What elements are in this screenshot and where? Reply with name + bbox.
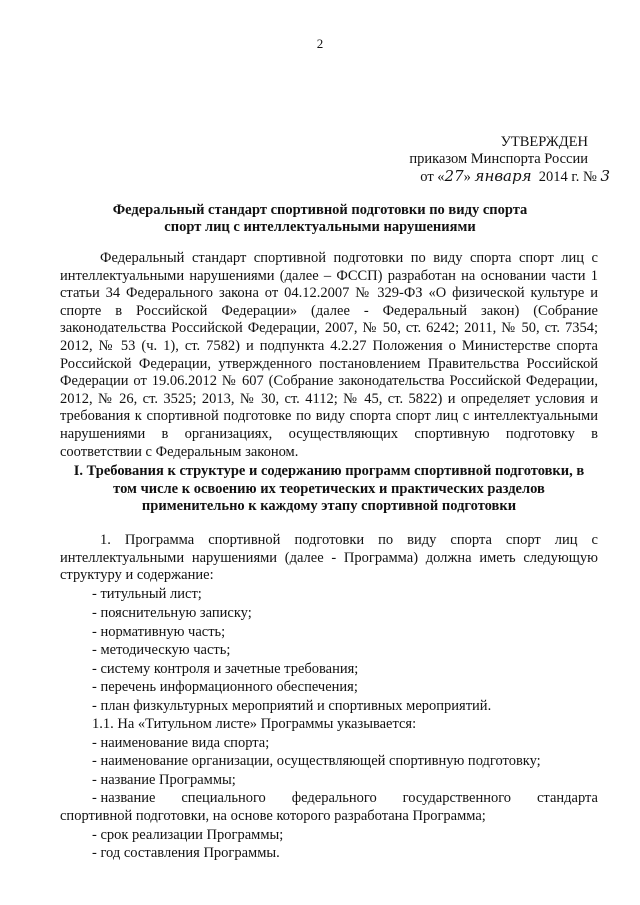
- approval-month-handwritten: января: [474, 167, 532, 185]
- structure-item: - пояснительную записку;: [92, 605, 252, 621]
- standard-item-word: государственного: [402, 790, 512, 806]
- section-heading-line3: применительно к каждому этапу спортивной подготовки: [141, 498, 517, 515]
- structure-item: - титульный лист;: [92, 586, 202, 602]
- standard-item-continuation: спортивной подготовки, на основе которого разработана Программа;: [60, 808, 486, 824]
- final-item: - год составления Программы.: [92, 845, 280, 861]
- approval-date-prefix: от «: [420, 169, 445, 185]
- standard-item-word: - название: [92, 790, 156, 806]
- clause-1-paragraph: 1. Программа спортивной подготовки по виду спорта спорт лиц с интеллектуальными нарушениями (далее - Программа) должна иметь следующую структуру и содержание:: [60, 532, 598, 584]
- section-heading: [60, 463, 598, 516]
- approval-order: приказом Минспорта России: [409, 151, 588, 167]
- standard-item-word: стандарта: [537, 790, 598, 806]
- approval-day-handwritten: 27: [444, 167, 464, 185]
- structure-item: - план физкультурных мероприятий и спортивных мероприятий.: [92, 698, 492, 714]
- document-title: [60, 202, 580, 236]
- page-number: 2: [316, 36, 324, 51]
- approval-title: УТВЕРЖДЕН: [500, 134, 588, 150]
- approval-quote-close: »: [463, 169, 471, 185]
- document-title-line1: Федеральный стандарт спортивной подготовки по виду спорта: [112, 202, 528, 218]
- standard-item: [92, 790, 598, 807]
- structure-item: - нормативную часть;: [92, 624, 226, 640]
- structure-item: - методическую часть;: [92, 642, 231, 658]
- standard-item-word: федерального: [291, 790, 377, 806]
- approval-stamp: [390, 134, 610, 186]
- structure-item: - перечень информационного обеспечения;: [92, 679, 358, 695]
- title-item: - наименование вида спорта;: [92, 735, 270, 751]
- title-item: - название Программы;: [92, 772, 236, 788]
- title-item: - наименование организации, осуществляющей спортивную подготовку;: [92, 753, 541, 769]
- intro-paragraph: Федеральный стандарт спортивной подготовки по виду спорта спорт лиц с интеллектуальными нарушениями (далее – ФССП) разработан на основании части 1 статьи 34 Федерального закона от 04.12.2007 № 329-ФЗ «О физической культуре и спорте в Российской Федерации» (далее - Федеральный закон) (Собрание законодательства Российской Федерации, 2007, № 50, ст. 6242; 2011, № 50, ст. 7354; 2012, № 53 (ч. 1), ст. 7582) и подпункта 4.2.27 Положения о Министерстве спорта Российской Федерации, утвержденного постановлением Правительства Российской Федерации от 19.06.2012 № 607 (Собрание законодательства Российской Федерации, 2012, № 26, ст. 3525; 2013, № 30, ст. 4112; № 45, ст. 5822) и определяет условия и требования к спортивной подготовке по виду спорта спорт лиц с интеллектуальными нарушениями в организациях, осуществляющих спортивную подготовку в соответствии с Федеральным законом.: [60, 250, 598, 460]
- approval-date-line: [390, 168, 610, 186]
- approval-year: 2014 г. №: [538, 169, 597, 185]
- approval-number-handwritten: 3: [600, 167, 610, 185]
- section-heading-line1: I. Требования к структуре и содержанию программ спортивной подготовки, в: [73, 463, 585, 479]
- document-title-line2: спорт лиц с интеллектуальными нарушениями: [164, 219, 476, 235]
- structure-item: - систему контроля и зачетные требования;: [92, 661, 359, 677]
- section-heading-line2: том числе к освоению их теоретических и практических разделов: [113, 480, 545, 497]
- final-item: - срок реализации Программы;: [92, 827, 284, 843]
- clause-1-1: 1.1. На «Титульном листе» Программы указывается:: [92, 716, 417, 732]
- standard-item-word: специального: [181, 790, 266, 806]
